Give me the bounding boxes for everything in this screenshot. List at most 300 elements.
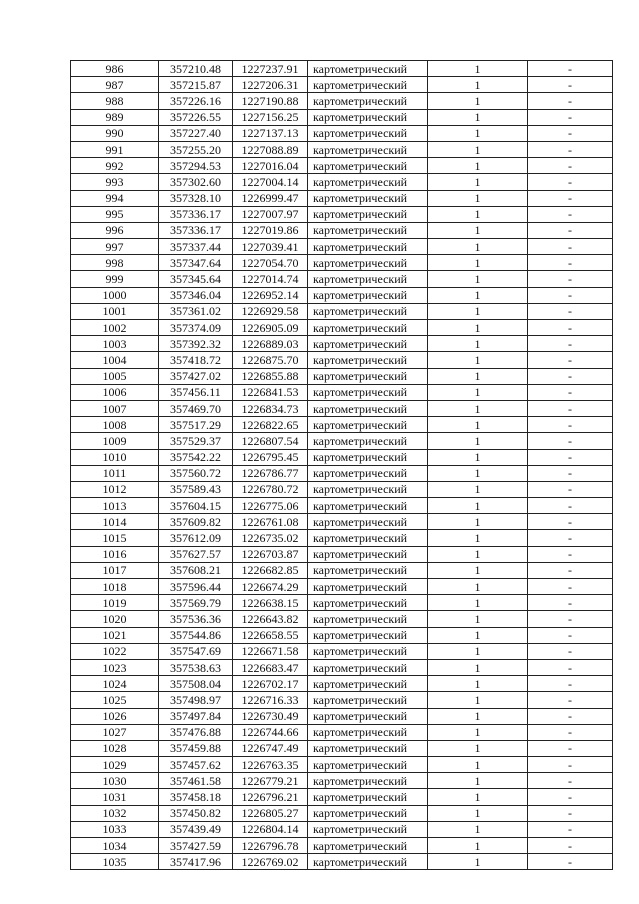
cell-x-coordinate: 357226.16 (159, 93, 233, 109)
cell-point-number: 1000 (71, 287, 159, 303)
cell-y-coordinate: 1226638.15 (233, 595, 308, 611)
table-row (71, 61, 613, 77)
cell-y-coordinate: 1226735.02 (233, 530, 308, 546)
cell-y-coordinate: 1227014.74 (233, 271, 308, 287)
cell-note: - (528, 174, 613, 190)
cell-method: картометрический (308, 449, 428, 465)
table-row (71, 271, 613, 287)
cell-x-coordinate: 357210.48 (159, 61, 233, 77)
cell-x-coordinate: 357418.72 (159, 352, 233, 368)
cell-y-coordinate: 1226643.82 (233, 611, 308, 627)
cell-note: - (528, 595, 613, 611)
cell-method: картометрический (308, 611, 428, 627)
cell-method: картометрический (308, 400, 428, 416)
cell-point-number: 1015 (71, 530, 159, 546)
cell-point-number: 1002 (71, 320, 159, 336)
cell-x-coordinate: 357459.88 (159, 740, 233, 756)
cell-note: - (528, 433, 613, 449)
cell-note: - (528, 109, 613, 125)
cell-note: - (528, 190, 613, 206)
cell-method: картометрический (308, 433, 428, 449)
cell-accuracy: 1 (428, 336, 528, 352)
cell-point-number: 1006 (71, 384, 159, 400)
cell-accuracy: 1 (428, 77, 528, 93)
cell-accuracy: 1 (428, 821, 528, 837)
cell-x-coordinate: 357476.88 (159, 724, 233, 740)
cell-note: - (528, 579, 613, 595)
cell-method: картометрический (308, 514, 428, 530)
cell-y-coordinate: 1226780.72 (233, 481, 308, 497)
cell-x-coordinate: 357302.60 (159, 174, 233, 190)
cell-note: - (528, 838, 613, 854)
cell-note: - (528, 530, 613, 546)
table-row (71, 206, 613, 222)
cell-point-number: 1017 (71, 562, 159, 578)
cell-accuracy: 1 (428, 708, 528, 724)
cell-note: - (528, 562, 613, 578)
cell-point-number: 1031 (71, 789, 159, 805)
cell-note: - (528, 352, 613, 368)
cell-method: картометрический (308, 336, 428, 352)
cell-point-number: 1009 (71, 433, 159, 449)
cell-x-coordinate: 357461.58 (159, 773, 233, 789)
cell-y-coordinate: 1226674.29 (233, 579, 308, 595)
cell-accuracy: 1 (428, 125, 528, 141)
cell-y-coordinate: 1226999.47 (233, 190, 308, 206)
cell-accuracy: 1 (428, 659, 528, 675)
cell-method: картометрический (308, 222, 428, 238)
cell-accuracy: 1 (428, 805, 528, 821)
table-row (71, 190, 613, 206)
table-row (71, 805, 613, 821)
cell-accuracy: 1 (428, 449, 528, 465)
table-row (71, 125, 613, 141)
cell-note: - (528, 821, 613, 837)
cell-note: - (528, 611, 613, 627)
cell-method: картометрический (308, 141, 428, 157)
table-row (71, 109, 613, 125)
cell-accuracy: 1 (428, 109, 528, 125)
cell-x-coordinate: 357612.09 (159, 530, 233, 546)
cell-point-number: 1012 (71, 481, 159, 497)
cell-method: картометрический (308, 546, 428, 562)
cell-point-number: 987 (71, 77, 159, 93)
table-row (71, 676, 613, 692)
cell-point-number: 995 (71, 206, 159, 222)
cell-note: - (528, 498, 613, 514)
cell-x-coordinate: 357361.02 (159, 303, 233, 319)
cell-method: картометрический (308, 61, 428, 77)
coordinates-table-body (71, 61, 613, 870)
cell-y-coordinate: 1226702.17 (233, 676, 308, 692)
cell-accuracy: 1 (428, 481, 528, 497)
cell-method: картометрический (308, 287, 428, 303)
cell-method: картометрический (308, 643, 428, 659)
table-row (71, 821, 613, 837)
cell-point-number: 1030 (71, 773, 159, 789)
cell-note: - (528, 514, 613, 530)
cell-note: - (528, 692, 613, 708)
cell-method: картометрический (308, 595, 428, 611)
table-row (71, 595, 613, 611)
cell-x-coordinate: 357544.86 (159, 627, 233, 643)
cell-note: - (528, 77, 613, 93)
cell-accuracy: 1 (428, 303, 528, 319)
cell-y-coordinate: 1226889.03 (233, 336, 308, 352)
cell-y-coordinate: 1226747.49 (233, 740, 308, 756)
cell-method: картометрический (308, 627, 428, 643)
cell-y-coordinate: 1226716.33 (233, 692, 308, 708)
cell-x-coordinate: 357547.69 (159, 643, 233, 659)
cell-note: - (528, 757, 613, 773)
cell-method: картометрический (308, 320, 428, 336)
table-row (71, 643, 613, 659)
cell-point-number: 999 (71, 271, 159, 287)
table-row (71, 174, 613, 190)
cell-y-coordinate: 1226796.78 (233, 838, 308, 854)
cell-y-coordinate: 1226775.06 (233, 498, 308, 514)
cell-note: - (528, 255, 613, 271)
cell-method: картометрический (308, 465, 428, 481)
cell-accuracy: 1 (428, 498, 528, 514)
cell-accuracy: 1 (428, 692, 528, 708)
cell-method: картометрический (308, 255, 428, 271)
cell-point-number: 1025 (71, 692, 159, 708)
cell-method: картометрический (308, 821, 428, 837)
table-row (71, 287, 613, 303)
cell-point-number: 1022 (71, 643, 159, 659)
cell-point-number: 991 (71, 141, 159, 157)
cell-method: картометрический (308, 481, 428, 497)
table-row (71, 546, 613, 562)
cell-note: - (528, 384, 613, 400)
cell-x-coordinate: 357498.97 (159, 692, 233, 708)
cell-method: картометрический (308, 498, 428, 514)
cell-accuracy: 1 (428, 773, 528, 789)
cell-y-coordinate: 1226822.65 (233, 417, 308, 433)
cell-accuracy: 1 (428, 352, 528, 368)
table-row (71, 400, 613, 416)
cell-y-coordinate: 1226841.53 (233, 384, 308, 400)
cell-method: картометрический (308, 692, 428, 708)
cell-method: картометрический (308, 368, 428, 384)
cell-y-coordinate: 1226658.55 (233, 627, 308, 643)
table-row (71, 724, 613, 740)
table-row (71, 465, 613, 481)
cell-point-number: 1027 (71, 724, 159, 740)
cell-method: картометрический (308, 708, 428, 724)
table-row (71, 320, 613, 336)
cell-accuracy: 1 (428, 433, 528, 449)
cell-x-coordinate: 357627.57 (159, 546, 233, 562)
cell-method: картометрический (308, 740, 428, 756)
cell-point-number: 992 (71, 158, 159, 174)
cell-x-coordinate: 357609.82 (159, 514, 233, 530)
cell-method: картометрический (308, 838, 428, 854)
cell-note: - (528, 724, 613, 740)
cell-accuracy: 1 (428, 676, 528, 692)
cell-x-coordinate: 357337.44 (159, 239, 233, 255)
cell-point-number: 1018 (71, 579, 159, 595)
cell-x-coordinate: 357457.62 (159, 757, 233, 773)
cell-point-number: 986 (71, 61, 159, 77)
cell-y-coordinate: 1227156.25 (233, 109, 308, 125)
cell-point-number: 1029 (71, 757, 159, 773)
cell-note: - (528, 854, 613, 870)
cell-accuracy: 1 (428, 838, 528, 854)
cell-accuracy: 1 (428, 174, 528, 190)
cell-method: картометрический (308, 239, 428, 255)
cell-point-number: 989 (71, 109, 159, 125)
cell-x-coordinate: 357508.04 (159, 676, 233, 692)
table-row (71, 627, 613, 643)
cell-point-number: 1016 (71, 546, 159, 562)
cell-point-number: 998 (71, 255, 159, 271)
cell-point-number: 1033 (71, 821, 159, 837)
cell-method: картометрический (308, 724, 428, 740)
cell-accuracy: 1 (428, 400, 528, 416)
cell-y-coordinate: 1226952.14 (233, 287, 308, 303)
cell-x-coordinate: 357542.22 (159, 449, 233, 465)
cell-method: картометрический (308, 579, 428, 595)
cell-x-coordinate: 357374.09 (159, 320, 233, 336)
cell-accuracy: 1 (428, 320, 528, 336)
cell-accuracy: 1 (428, 417, 528, 433)
cell-x-coordinate: 357497.84 (159, 708, 233, 724)
cell-point-number: 1003 (71, 336, 159, 352)
cell-y-coordinate: 1226786.77 (233, 465, 308, 481)
cell-y-coordinate: 1227137.13 (233, 125, 308, 141)
cell-y-coordinate: 1226834.73 (233, 400, 308, 416)
cell-note: - (528, 417, 613, 433)
table-row (71, 77, 613, 93)
cell-note: - (528, 125, 613, 141)
cell-method: картометрический (308, 158, 428, 174)
cell-method: картометрический (308, 77, 428, 93)
cell-point-number: 1026 (71, 708, 159, 724)
cell-method: картометрический (308, 206, 428, 222)
cell-point-number: 1023 (71, 659, 159, 675)
cell-note: - (528, 320, 613, 336)
cell-x-coordinate: 357536.36 (159, 611, 233, 627)
cell-note: - (528, 271, 613, 287)
cell-note: - (528, 303, 613, 319)
cell-point-number: 1028 (71, 740, 159, 756)
cell-x-coordinate: 357569.79 (159, 595, 233, 611)
table-row (71, 740, 613, 756)
cell-method: картометрический (308, 659, 428, 675)
cell-method: картометрический (308, 271, 428, 287)
cell-y-coordinate: 1226779.21 (233, 773, 308, 789)
cell-y-coordinate: 1227039.41 (233, 239, 308, 255)
cell-accuracy: 1 (428, 368, 528, 384)
cell-method: картометрический (308, 109, 428, 125)
table-row (71, 368, 613, 384)
cell-y-coordinate: 1226905.09 (233, 320, 308, 336)
cell-y-coordinate: 1226807.54 (233, 433, 308, 449)
cell-note: - (528, 449, 613, 465)
cell-y-coordinate: 1226763.35 (233, 757, 308, 773)
cell-x-coordinate: 357294.53 (159, 158, 233, 174)
cell-method: картометрический (308, 352, 428, 368)
cell-accuracy: 1 (428, 546, 528, 562)
cell-accuracy: 1 (428, 271, 528, 287)
cell-note: - (528, 546, 613, 562)
cell-x-coordinate: 357458.18 (159, 789, 233, 805)
cell-y-coordinate: 1226805.27 (233, 805, 308, 821)
cell-note: - (528, 740, 613, 756)
table-row (71, 239, 613, 255)
cell-method: картометрический (308, 190, 428, 206)
cell-y-coordinate: 1227016.04 (233, 158, 308, 174)
cell-x-coordinate: 357517.29 (159, 417, 233, 433)
cell-note: - (528, 336, 613, 352)
table-row (71, 417, 613, 433)
cell-accuracy: 1 (428, 384, 528, 400)
table-row (71, 93, 613, 109)
table-row (71, 708, 613, 724)
cell-note: - (528, 287, 613, 303)
cell-method: картометрический (308, 757, 428, 773)
cell-method: картометрический (308, 417, 428, 433)
cell-x-coordinate: 357427.02 (159, 368, 233, 384)
cell-x-coordinate: 357328.10 (159, 190, 233, 206)
cell-accuracy: 1 (428, 255, 528, 271)
cell-point-number: 1024 (71, 676, 159, 692)
table-row (71, 141, 613, 157)
table-row (71, 692, 613, 708)
coordinates-table (70, 60, 613, 870)
table-row (71, 352, 613, 368)
cell-y-coordinate: 1226682.85 (233, 562, 308, 578)
cell-y-coordinate: 1226683.47 (233, 659, 308, 675)
cell-method: картометрический (308, 676, 428, 692)
cell-accuracy: 1 (428, 740, 528, 756)
table-row (71, 514, 613, 530)
table-row (71, 789, 613, 805)
cell-note: - (528, 659, 613, 675)
table-row (71, 303, 613, 319)
cell-accuracy: 1 (428, 93, 528, 109)
cell-x-coordinate: 357439.49 (159, 821, 233, 837)
table-row (71, 449, 613, 465)
cell-note: - (528, 400, 613, 416)
cell-x-coordinate: 357560.72 (159, 465, 233, 481)
cell-y-coordinate: 1227190.88 (233, 93, 308, 109)
cell-note: - (528, 627, 613, 643)
cell-x-coordinate: 357255.20 (159, 141, 233, 157)
table-row (71, 498, 613, 514)
table-row (71, 854, 613, 870)
cell-y-coordinate: 1227054.70 (233, 255, 308, 271)
cell-method: картометрический (308, 805, 428, 821)
cell-x-coordinate: 357392.32 (159, 336, 233, 352)
cell-x-coordinate: 357227.40 (159, 125, 233, 141)
cell-method: картометрический (308, 789, 428, 805)
cell-method: картометрический (308, 384, 428, 400)
cell-method: картометрический (308, 773, 428, 789)
cell-note: - (528, 805, 613, 821)
cell-y-coordinate: 1226875.70 (233, 352, 308, 368)
cell-accuracy: 1 (428, 724, 528, 740)
cell-accuracy: 1 (428, 757, 528, 773)
cell-x-coordinate: 357345.64 (159, 271, 233, 287)
cell-note: - (528, 708, 613, 724)
cell-x-coordinate: 357417.96 (159, 854, 233, 870)
cell-point-number: 996 (71, 222, 159, 238)
cell-method: картометрический (308, 174, 428, 190)
cell-point-number: 1007 (71, 400, 159, 416)
cell-y-coordinate: 1226703.87 (233, 546, 308, 562)
cell-accuracy: 1 (428, 562, 528, 578)
cell-y-coordinate: 1227007.97 (233, 206, 308, 222)
table-row (71, 659, 613, 675)
cell-y-coordinate: 1226744.66 (233, 724, 308, 740)
cell-accuracy: 1 (428, 222, 528, 238)
cell-point-number: 1011 (71, 465, 159, 481)
cell-accuracy: 1 (428, 141, 528, 157)
cell-point-number: 1004 (71, 352, 159, 368)
cell-y-coordinate: 1226769.02 (233, 854, 308, 870)
cell-accuracy: 1 (428, 611, 528, 627)
table-row (71, 384, 613, 400)
cell-accuracy: 1 (428, 514, 528, 530)
cell-point-number: 1021 (71, 627, 159, 643)
table-row (71, 562, 613, 578)
table-row (71, 530, 613, 546)
cell-x-coordinate: 357427.59 (159, 838, 233, 854)
cell-note: - (528, 93, 613, 109)
table-row (71, 222, 613, 238)
table-row (71, 773, 613, 789)
table-row (71, 838, 613, 854)
cell-point-number: 988 (71, 93, 159, 109)
cell-point-number: 997 (71, 239, 159, 255)
cell-accuracy: 1 (428, 287, 528, 303)
cell-note: - (528, 141, 613, 157)
cell-note: - (528, 465, 613, 481)
cell-y-coordinate: 1226804.14 (233, 821, 308, 837)
cell-method: картометрический (308, 854, 428, 870)
cell-point-number: 1020 (71, 611, 159, 627)
cell-x-coordinate: 357608.21 (159, 562, 233, 578)
cell-accuracy: 1 (428, 854, 528, 870)
cell-note: - (528, 481, 613, 497)
cell-y-coordinate: 1227088.89 (233, 141, 308, 157)
table-row (71, 433, 613, 449)
cell-accuracy: 1 (428, 530, 528, 546)
table-row (71, 481, 613, 497)
cell-accuracy: 1 (428, 595, 528, 611)
cell-accuracy: 1 (428, 579, 528, 595)
cell-note: - (528, 61, 613, 77)
cell-x-coordinate: 357589.43 (159, 481, 233, 497)
cell-accuracy: 1 (428, 190, 528, 206)
cell-x-coordinate: 357450.82 (159, 805, 233, 821)
table-row (71, 336, 613, 352)
cell-y-coordinate: 1227206.31 (233, 77, 308, 93)
cell-point-number: 1035 (71, 854, 159, 870)
cell-point-number: 1001 (71, 303, 159, 319)
cell-x-coordinate: 357336.17 (159, 222, 233, 238)
cell-x-coordinate: 357347.64 (159, 255, 233, 271)
cell-accuracy: 1 (428, 239, 528, 255)
cell-x-coordinate: 357456.11 (159, 384, 233, 400)
cell-y-coordinate: 1227004.14 (233, 174, 308, 190)
cell-method: картометрический (308, 530, 428, 546)
cell-x-coordinate: 357346.04 (159, 287, 233, 303)
cell-x-coordinate: 357469.70 (159, 400, 233, 416)
